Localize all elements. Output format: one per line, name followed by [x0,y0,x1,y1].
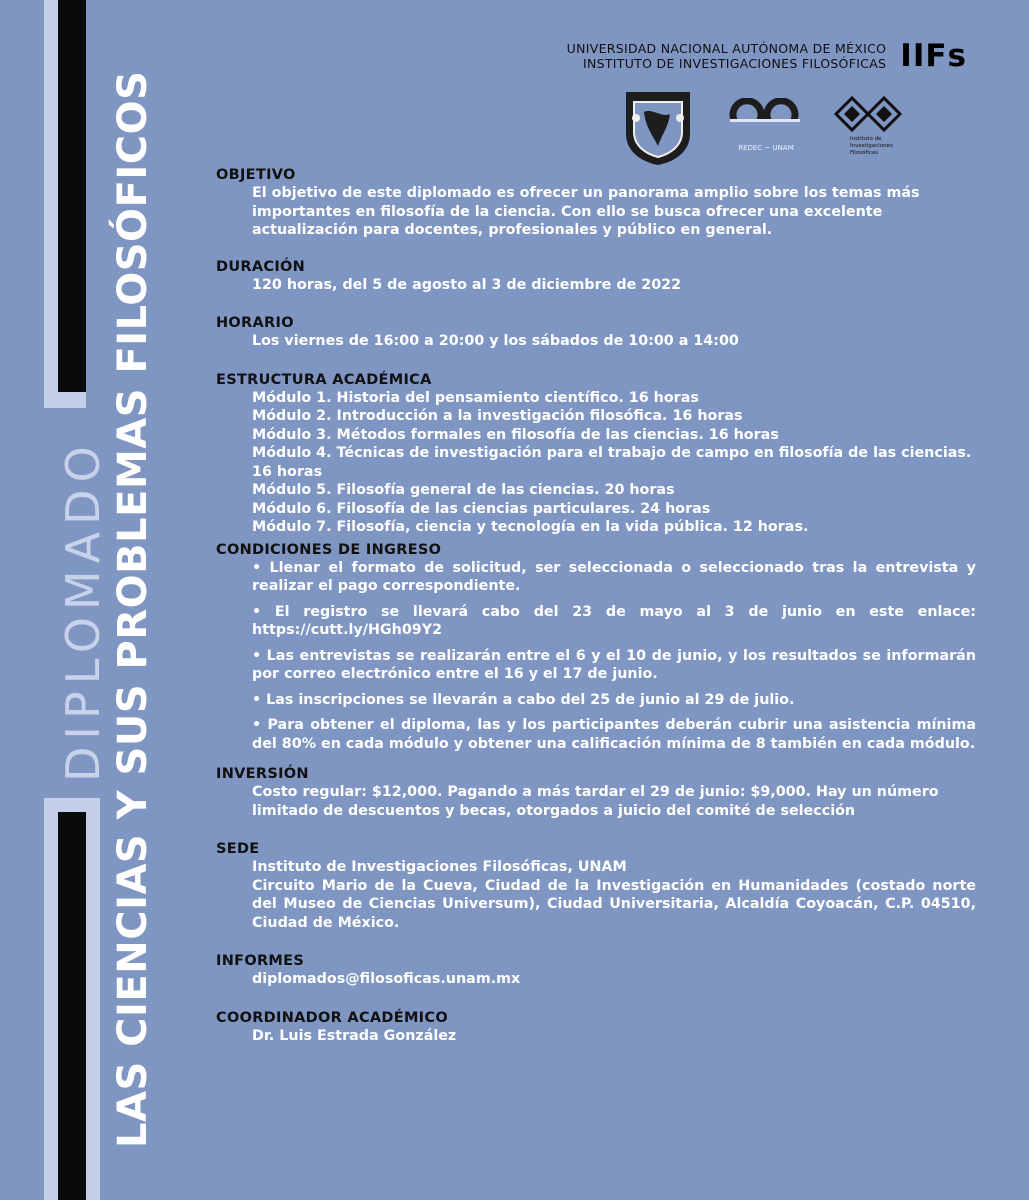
condition-item: • El registro se llevará cabo del 23 de mayo al 3 de junio en este enlace: https://cutt.ly/HGh09Y2 [252,603,976,638]
redec-logo-icon [726,98,806,158]
diplomado-vertical-label: DIPLOMADO [56,439,110,782]
section-condiciones [216,541,976,754]
module-item: Módulo 3. Métodos formales en filosofía de las ciencias. 16 horas [252,426,779,443]
objetivo-text: El objetivo de este diplomado es ofrecer un panorama amplio sobre los temas más importantes en filosofía de la ciencia. Con ello se busca ofrecer una excelente actualización para docentes, profesionales y público en general. [252,185,920,238]
redec-label: REDEC ~ UNAM [738,144,794,152]
condition-item: • Llenar el formato de solicitud, ser seleccionada o seleccionado tras la entrevista y realizar el pago correspondiente. [252,559,976,594]
section-heading: SEDE [216,841,260,857]
iifs-wordmark: IIFs [900,38,967,74]
section-duracion [216,258,976,295]
iifs-logo-text: Investigaciones [850,143,893,149]
section-heading: CONDICIONES DE INGRESO [216,541,442,558]
section-heading: OBJETIVO [216,167,296,183]
condition-item: • Las entrevistas se realizarán entre el 6 y el 10 de junio, y los resultados se informarán por correo electrónico entre el 16 y el 17 de junio. [252,647,976,682]
section-inversion [216,765,976,820]
section-coordinador [216,1009,976,1046]
sede-address: Circuito Mario de la Cueva, Ciudad de la Investigación en Humanidades (costado norte del Museo de Ciencias Universum), Ciudad Universitaria, Alcaldía Coyoacán, C.P. 04510, Ciudad de México. [252,877,976,931]
horario-text: Los viernes de 16:00 a 20:00 y los sábados de 10:00 a 14:00 [252,333,739,349]
section-heading: INFORMES [216,953,305,969]
institution-header [567,38,967,74]
condition-item: • Para obtener el diploma, las y los participantes deberán cubrir una asistencia mínima del 80% en cada módulo y obtener una calificación mínima de 8 también en cada módulo. [252,717,976,752]
module-item: Módulo 2. Introducción a la investigación filosófica. 16 horas [252,408,743,424]
module-item: Módulo 1. Historia del pensamiento científico. 16 horas [252,389,699,406]
coordinator-name: Dr. Luis Estrada González [252,1027,457,1044]
module-item: Módulo 7. Filosofía, ciencia y tecnología en la vida pública. 12 horas. [252,519,809,535]
diploma-vertical-title: LAS CIENCIAS Y SUS PROBLEMAS FILOSÓFICOS [110,70,156,1148]
section-sede [216,840,976,932]
duracion-text: 120 horas, del 5 de agosto al 3 de diciembre de 2022 [252,276,682,293]
black-bar-top [58,0,86,392]
iifs-logo-text: Instituto de [850,136,882,142]
section-objetivo [216,166,976,240]
program-details [216,166,976,1045]
condition-item: • Las inscripciones se llevarán a cabo del 25 de junio al 29 de julio. [252,691,795,708]
black-bar-bottom [58,812,86,1200]
module-item: Módulo 4. Técnicas de investigación para el trabajo de campo en filosofía de las ciencias. 16 horas [252,445,972,480]
section-heading: INVERSIÓN [216,766,309,782]
iifs-logo-icon [830,92,906,162]
section-estructura [216,371,976,537]
university-line: UNIVERSIDAD NACIONAL AUTÓNOMA DE MÉXICO [566,41,887,56]
section-heading: COORDINADOR ACADÉMICO [216,1009,448,1026]
section-heading: HORARIO [216,315,294,331]
module-item: Módulo 6. Filosofía de las ciencias particulares. 24 horas [252,500,711,517]
iifs-logo-text: Filosóficas [850,150,879,156]
university-name [567,41,887,71]
contact-email: diplomados@filosoficas.unam.mx [252,971,521,987]
institute-line: INSTITUTO DE INVESTIGACIONES FILOSÓFICAS [583,56,887,71]
section-informes [216,952,976,989]
unam-seal-icon [622,88,694,166]
logo-row [622,88,912,168]
inversion-text: Costo regular: $12,000. Pagando a más tardar el 29 de junio: $9,000. Hay un número limitado de descuentos y becas, otorgados a juicio del comité de selección [252,784,939,819]
section-heading: ESTRUCTURA ACADÉMICA [216,371,432,388]
module-item: Módulo 5. Filosofía general de las ciencias. 20 horas [252,482,675,498]
section-heading: DURACIÓN [216,258,306,275]
section-horario [216,314,976,351]
sede-name: Instituto de Investigaciones Filosóficas, UNAM [252,859,627,875]
